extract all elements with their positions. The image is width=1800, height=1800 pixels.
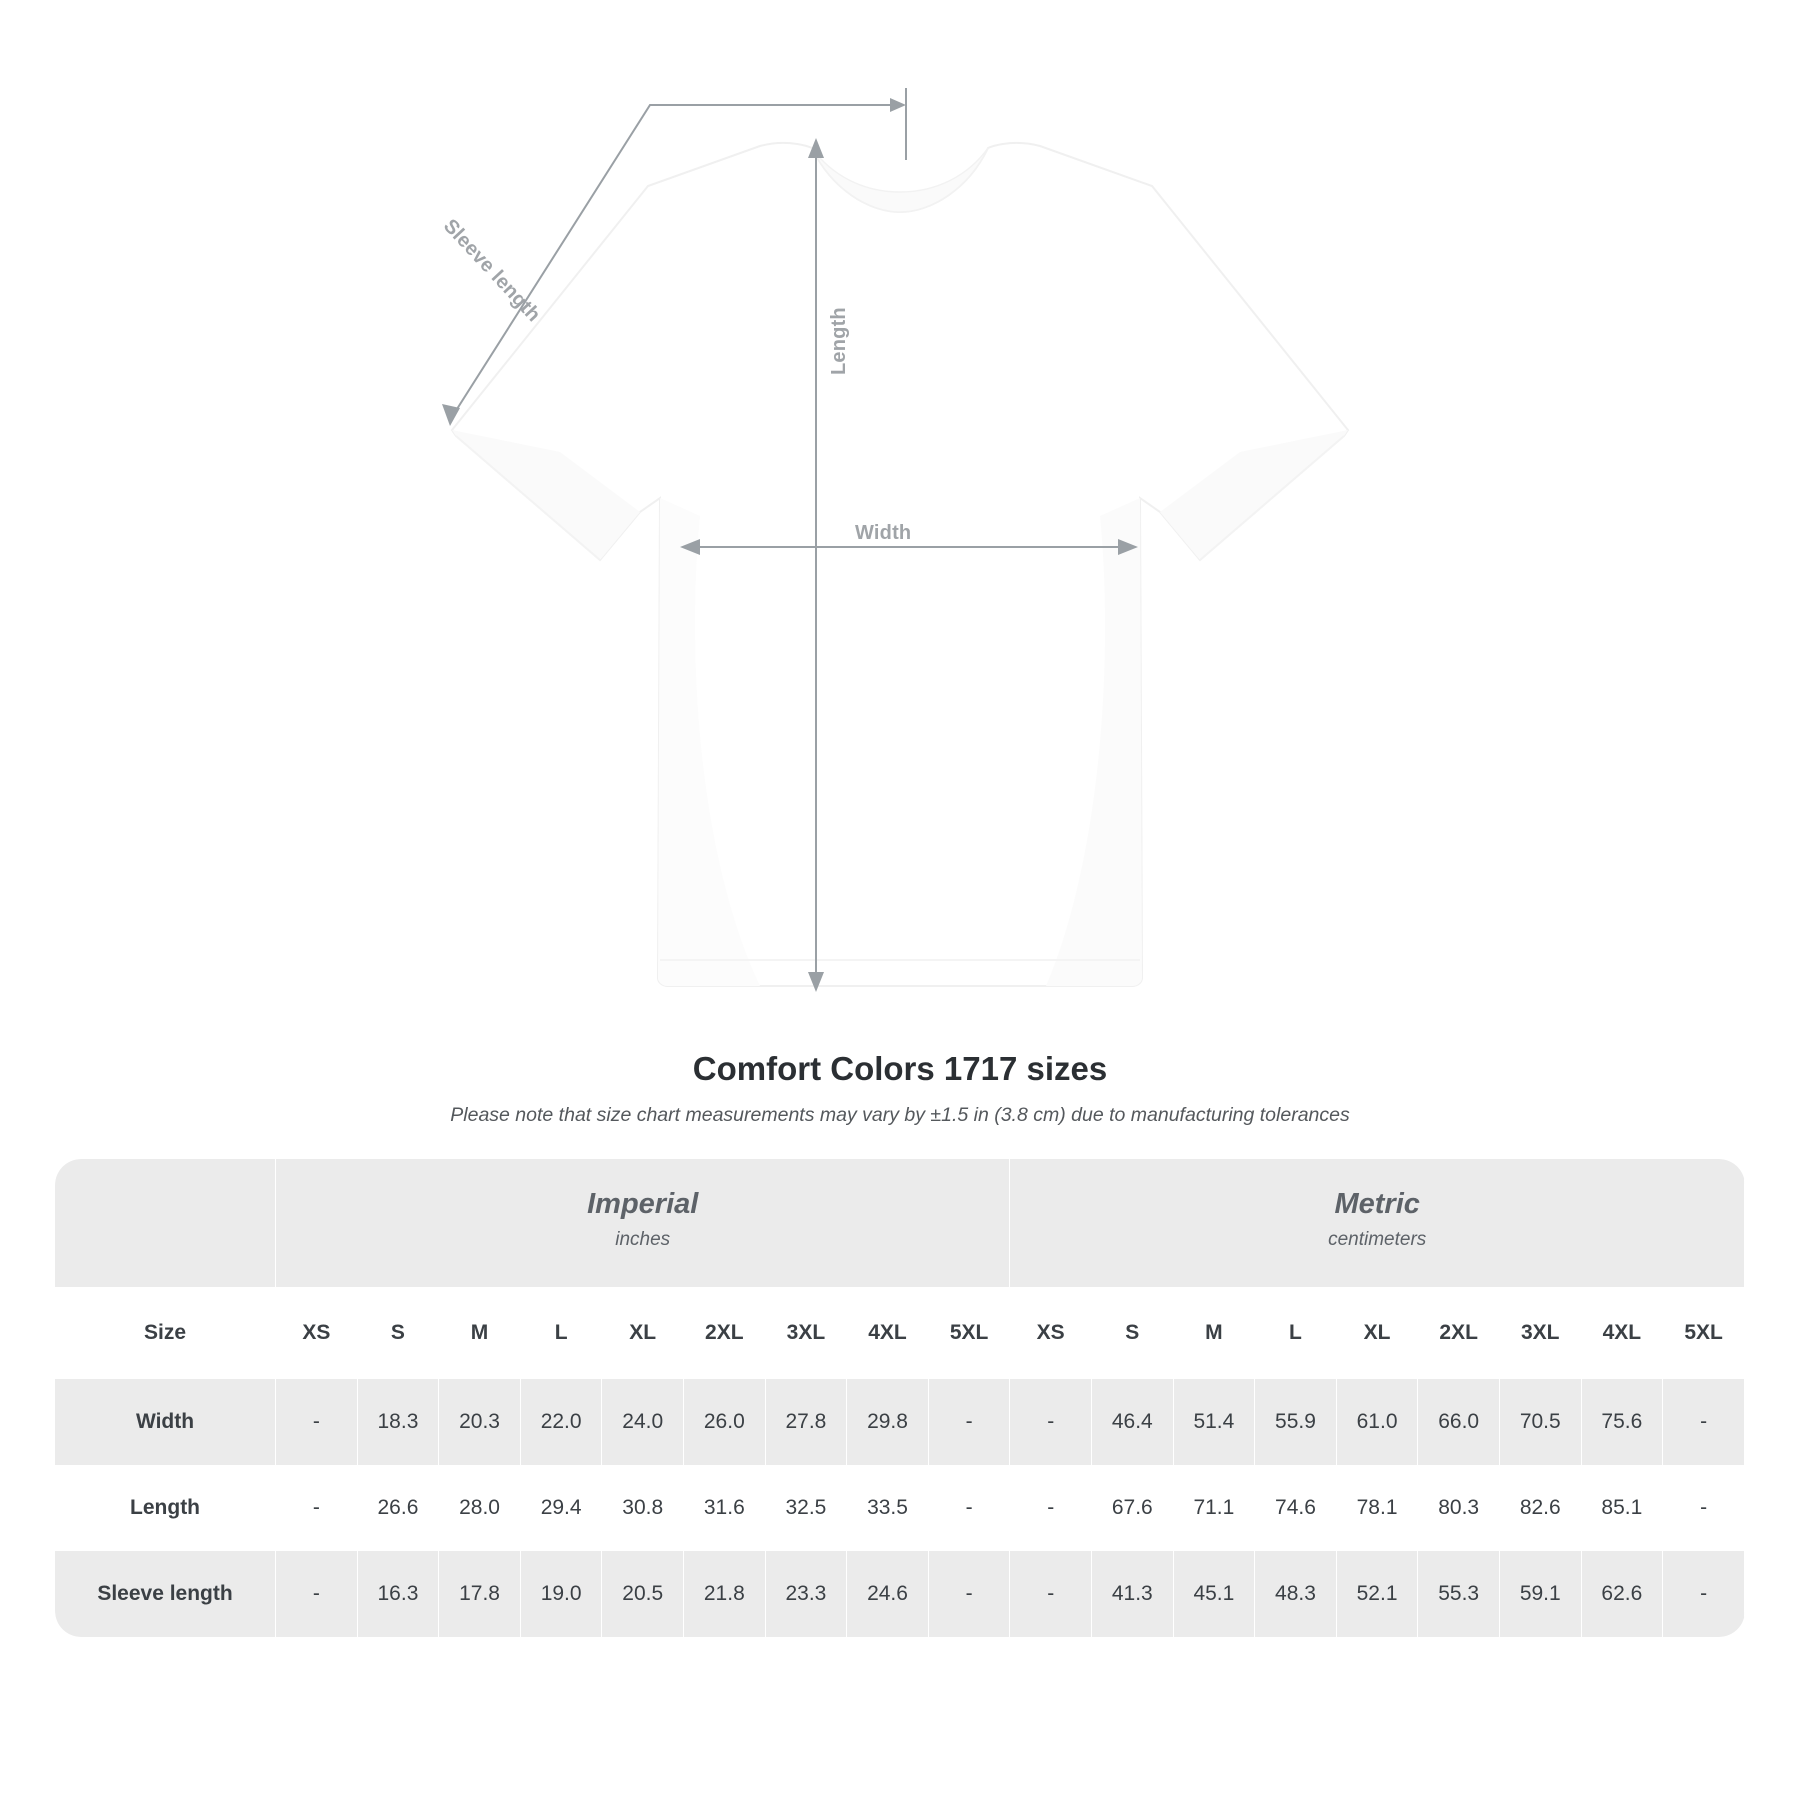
cell-width-imp-0: -: [276, 1379, 358, 1465]
metric-unit-cell: [1010, 1159, 1745, 1287]
cell-sleeve-met-3: 48.3: [1255, 1551, 1337, 1637]
cell-width-imp-1: 18.3: [357, 1379, 439, 1465]
cell-length-imp-0: -: [276, 1465, 358, 1551]
table-row: [55, 1465, 1745, 1551]
row-label-length: Length: [55, 1465, 276, 1551]
cell-sleeve-met-6: 59.1: [1499, 1551, 1581, 1637]
cell-sleeve-met-8: -: [1663, 1551, 1745, 1637]
cell-sleeve-imp-4: 20.5: [602, 1551, 684, 1637]
cell-sleeve-met-5: 55.3: [1418, 1551, 1500, 1637]
row-label-sleeve-length: Sleeve length: [55, 1551, 276, 1637]
size-header-row: [55, 1287, 1745, 1379]
unit-header-row: [55, 1159, 1745, 1287]
width-label: Width: [855, 522, 912, 544]
size-col-met-3: L: [1255, 1287, 1337, 1379]
cell-length-met-0: -: [1010, 1465, 1092, 1551]
cell-width-met-3: 55.9: [1255, 1379, 1337, 1465]
cell-length-imp-2: 28.0: [439, 1465, 521, 1551]
cell-length-met-4: 78.1: [1336, 1465, 1418, 1551]
cell-sleeve-imp-3: 19.0: [520, 1551, 602, 1637]
cell-width-imp-4: 24.0: [602, 1379, 684, 1465]
cell-width-met-0: -: [1010, 1379, 1092, 1465]
size-col-met-4: XL: [1336, 1287, 1418, 1379]
size-col-met-8: 5XL: [1663, 1287, 1745, 1379]
cell-length-met-3: 74.6: [1255, 1465, 1337, 1551]
cell-sleeve-met-7: 62.6: [1581, 1551, 1663, 1637]
cell-length-met-1: 67.6: [1091, 1465, 1173, 1551]
cell-sleeve-imp-8: -: [928, 1551, 1010, 1637]
cell-width-met-7: 75.6: [1581, 1379, 1663, 1465]
title-block: [0, 1050, 1800, 1127]
size-col-imp-4: XL: [602, 1287, 684, 1379]
cell-sleeve-imp-7: 24.6: [847, 1551, 929, 1637]
unit-corner-cell: [55, 1159, 276, 1287]
size-col-imp-3: L: [520, 1287, 602, 1379]
table-row: [55, 1551, 1745, 1637]
size-col-met-1: S: [1091, 1287, 1173, 1379]
cell-sleeve-imp-5: 21.8: [684, 1551, 766, 1637]
cell-sleeve-met-0: -: [1010, 1551, 1092, 1637]
size-col-met-5: 2XL: [1418, 1287, 1500, 1379]
size-col-met-7: 4XL: [1581, 1287, 1663, 1379]
cell-length-met-2: 71.1: [1173, 1465, 1255, 1551]
imperial-unit-name: Imperial: [587, 1188, 699, 1221]
size-col-imp-7: 4XL: [847, 1287, 929, 1379]
length-label: Length: [828, 307, 850, 375]
cell-width-imp-8: -: [928, 1379, 1010, 1465]
size-col-imp-5: 2XL: [684, 1287, 766, 1379]
cell-width-met-2: 51.4: [1173, 1379, 1255, 1465]
cell-width-met-1: 46.4: [1091, 1379, 1173, 1465]
cell-sleeve-imp-0: -: [276, 1551, 358, 1637]
cell-length-imp-1: 26.6: [357, 1465, 439, 1551]
cell-sleeve-met-1: 41.3: [1091, 1551, 1173, 1637]
size-col-imp-1: S: [357, 1287, 439, 1379]
metric-unit-name: Metric: [1334, 1188, 1420, 1221]
cell-length-imp-8: -: [928, 1465, 1010, 1551]
cell-width-imp-7: 29.8: [847, 1379, 929, 1465]
size-col-imp-6: 3XL: [765, 1287, 847, 1379]
cell-width-met-5: 66.0: [1418, 1379, 1500, 1465]
cell-length-imp-3: 29.4: [520, 1465, 602, 1551]
size-header-cell: Size: [55, 1287, 276, 1379]
size-col-imp-2: M: [439, 1287, 521, 1379]
cell-length-met-6: 82.6: [1499, 1465, 1581, 1551]
table-row: [55, 1379, 1745, 1465]
cell-length-met-8: -: [1663, 1465, 1745, 1551]
cell-length-imp-7: 33.5: [847, 1465, 929, 1551]
metric-unit-sub: centimeters: [1328, 1228, 1427, 1250]
tolerance-note: Please note that size chart measurements may vary by ±1.5 in (3.8 cm) due to manufacturing tolerances: [450, 1104, 1350, 1126]
size-col-imp-8: 5XL: [928, 1287, 1010, 1379]
cell-sleeve-imp-2: 17.8: [439, 1551, 521, 1637]
page-title: Comfort Colors 1717 sizes: [692, 1050, 1108, 1087]
size-table: [55, 1159, 1745, 1637]
size-col-met-0: XS: [1010, 1287, 1092, 1379]
row-label-width: Width: [55, 1379, 276, 1465]
cell-length-imp-5: 31.6: [684, 1465, 766, 1551]
size-col-met-2: M: [1173, 1287, 1255, 1379]
cell-width-imp-2: 20.3: [439, 1379, 521, 1465]
cell-length-imp-4: 30.8: [602, 1465, 684, 1551]
cell-sleeve-imp-6: 23.3: [765, 1551, 847, 1637]
cell-width-met-4: 61.0: [1336, 1379, 1418, 1465]
cell-width-met-8: -: [1663, 1379, 1745, 1465]
imperial-unit-sub: inches: [615, 1228, 671, 1250]
cell-length-imp-6: 32.5: [765, 1465, 847, 1551]
size-col-met-6: 3XL: [1499, 1287, 1581, 1379]
cell-length-met-5: 80.3: [1418, 1465, 1500, 1551]
imperial-unit-cell: [276, 1159, 1010, 1287]
tshirt-shape: [452, 143, 1348, 986]
sleeve-length-label: Sleeve length: [438, 215, 545, 327]
cell-width-imp-3: 22.0: [520, 1379, 602, 1465]
size-table-wrapper: [55, 1159, 1745, 1637]
cell-length-met-7: 85.1: [1581, 1465, 1663, 1551]
size-col-imp-0: XS: [276, 1287, 358, 1379]
cell-sleeve-met-2: 45.1: [1173, 1551, 1255, 1637]
cell-width-met-6: 70.5: [1499, 1379, 1581, 1465]
cell-width-imp-5: 26.0: [684, 1379, 766, 1465]
cell-sleeve-met-4: 52.1: [1336, 1551, 1418, 1637]
cell-width-imp-6: 27.8: [765, 1379, 847, 1465]
cell-sleeve-imp-1: 16.3: [357, 1551, 439, 1637]
